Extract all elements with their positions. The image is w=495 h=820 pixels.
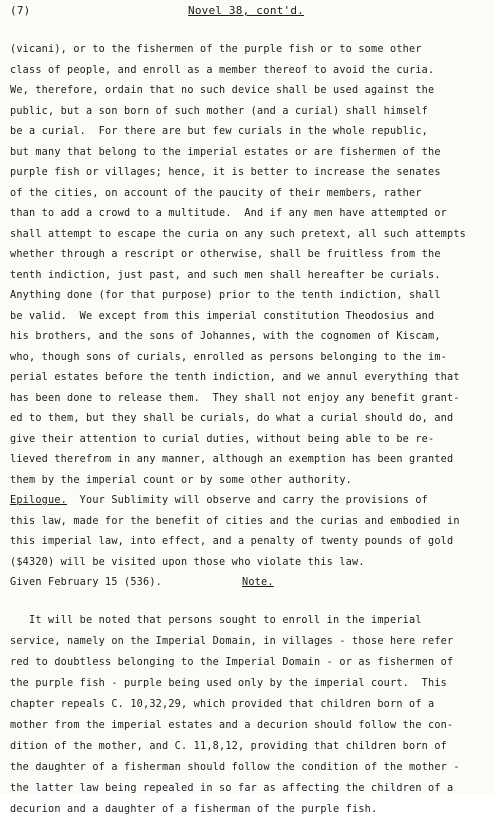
epilogue-line: this law, made for the benefit of cities and the curias and embodied in [10,515,460,527]
text-line: has been done to release them. They shall not enjoy any benefit grant- [10,392,460,404]
epilogue-label: Epilogue. [10,495,68,506]
note-line: dition of the mother, and C. 11,8,12, providing that children born of [10,741,448,752]
note-heading: Note. [242,577,274,588]
text-line: be valid. We except from this imperial constitution Theodosius and [10,310,435,322]
text-line: give their attention to curial duties, without being able to be re- [10,433,435,445]
epilogue-first-line [10,491,494,512]
running-title: Novel 38, cont'd. [188,4,304,17]
text-line: We, therefore, ordain that no such device shall be used against the [10,85,435,96]
text-line: shall attempt to escape the curia on any such pretext, all such attempts [10,228,467,240]
text-line: ed to them, but they shall be curials, do what a curial should do, and [10,413,454,424]
note-line: mother from the imperial estates and a decurion should follow the con- [10,720,454,731]
text-line: purple fish or villages; hence, it is better to increase the senates [10,167,441,178]
epilogue-line: ($4320) will be visited upon those who violate this law. [10,556,365,568]
note-line: decurion and a daughter of a fisherman of the purple fish. [10,804,378,815]
note-line: the latter law being repealed in so far as affecting the children of a [10,783,454,794]
text-line: be a curial. For there are but few curials in the whole republic, [10,126,429,137]
note-line: the purple fish - purple being used only by the imperial court. This [10,678,448,689]
page-number: (7) [10,4,31,17]
note-line: It will be noted that persons sought to enroll in the imperial [10,615,422,626]
text-line: perial estates before the tenth indiction, and we annul everything that [10,372,460,383]
text-line: (vicani), or to the fishermen of the purple fish or to some other [10,44,422,55]
note-line: red to doubtless belonging to the Imperial Domain - or as fishermen of [10,657,454,668]
text-line: class of people, and enroll as a member thereof to avoid the curia. [10,64,435,76]
epilogue-line: this imperial law, into effect, and a penalty of twenty pounds of gold [10,536,454,547]
note-line: chapter repeals C. 10,32,29, which provided that children born of a [10,699,435,710]
note-line: service, namely on the Imperial Domain, in villages - those here refer [10,636,454,647]
text-line: who, though sons of curials, enrolled as persons belonging to the im- [10,351,448,363]
page-header [10,4,490,20]
text-line: public, but a son born of such mother (and a curial) shall himself [10,105,429,117]
text-line: but many that belong to the imperial estates or are fishermen of the [10,146,441,158]
text-line: than to add a crowd to a multitude. And if any men have attempted or [10,208,448,219]
body-text [10,40,494,594]
text-line: lieved therefrom in any manner, although an exemption has been granted [10,454,454,465]
epilogue-first-line-text: Your Sublimity will observe and carry the provisions of [67,495,429,506]
given-line [10,573,494,594]
text-line: his brothers, and the sons of Johannes, with the cognomen of Kiscam, [10,331,441,342]
text-line: them by the imperial count or by some other authority. [10,474,353,486]
text-line: whether through a rescript or otherwise, shall be fruitless from the [10,249,441,260]
text-line: tenth indiction, just past, and such men shall hereafter be curials. [10,269,441,281]
text-line: of the cities, on account of the paucity of their members, rather [10,187,422,199]
note-text [10,610,494,820]
given-date: Given February 15 (536). [10,577,163,588]
text-line: Anything done (for that purpose) prior to the tenth indiction, shall [10,290,441,301]
note-line: the daughter of a fisherman should follow the condition of the mother - [10,762,460,773]
